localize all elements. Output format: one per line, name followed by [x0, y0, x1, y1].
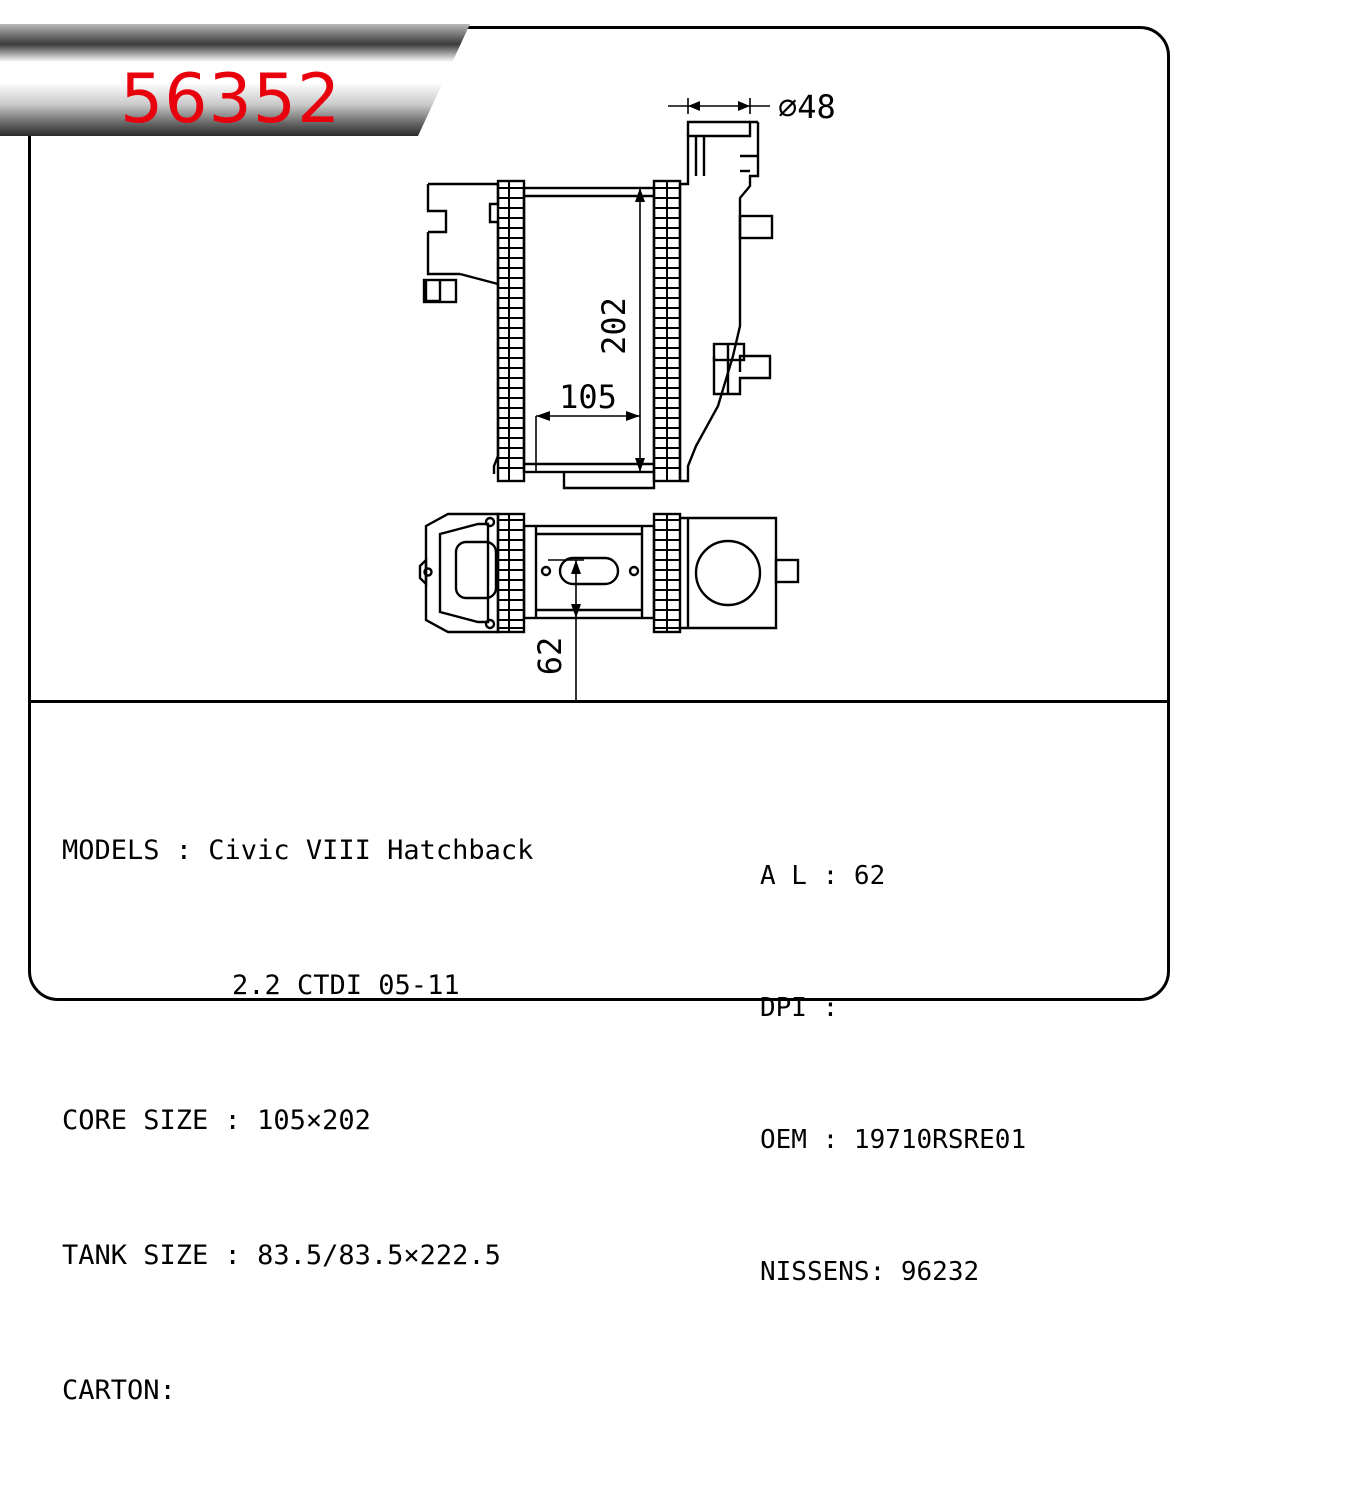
spec-models: MODELS : Civic VIII Hatchback: [62, 835, 534, 866]
spec-oem: OEM : 19710RSRE01: [760, 1125, 1027, 1155]
specs-right-column: [760, 766, 1140, 1382]
spec-models-continued: 2.2 CTDI 05-11: [232, 970, 460, 1001]
spec-dpi: DPI :: [760, 993, 839, 1023]
part-number: 56352: [120, 60, 342, 139]
part-number-banner: [0, 24, 470, 139]
specs-left-column: [62, 738, 702, 1503]
dim-inlet-diameter: ⌀48: [778, 88, 836, 126]
dim-core-height: 202: [595, 297, 633, 355]
dim-core-depth: 62: [531, 636, 569, 676]
spec-tank-size: TANK SIZE : 83.5/83.5×222.5: [62, 1240, 501, 1271]
dim-core-width: 105: [559, 378, 617, 416]
spec-core-size: CORE SIZE : 105×202: [62, 1105, 371, 1136]
spec-nissens: NISSENS: 96232: [760, 1257, 980, 1287]
spec-al: A L : 62: [760, 861, 886, 891]
section-divider: [28, 700, 1170, 703]
spec-carton: CARTON:: [62, 1375, 176, 1406]
